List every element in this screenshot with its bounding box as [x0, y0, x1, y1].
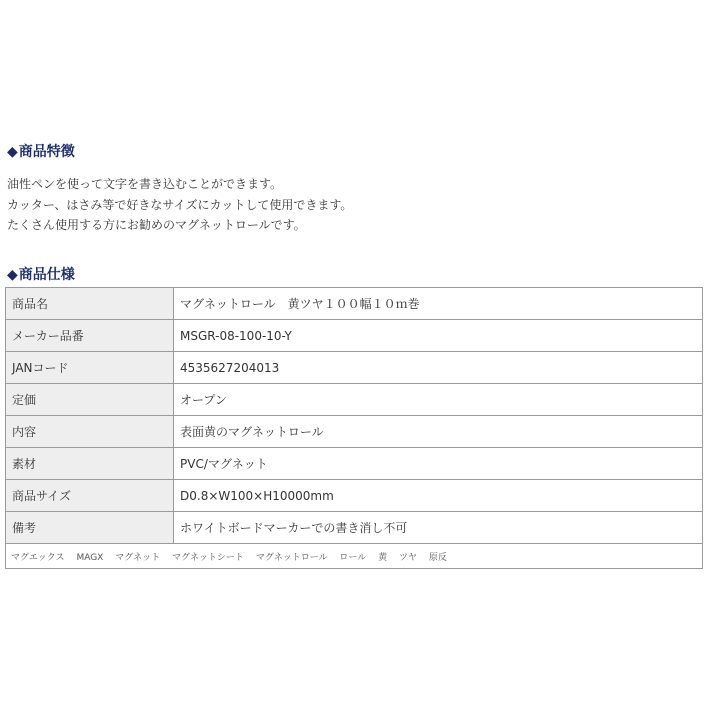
keyword: マグネットシート: [172, 552, 244, 563]
keywords-row: [6, 544, 703, 569]
table-row: [6, 512, 703, 544]
spec-label: 内容: [6, 416, 174, 448]
diamond-bullet-icon: ◆: [7, 144, 18, 160]
spec-label: 商品名: [6, 288, 174, 320]
feature-line: たくさん使用する方にお勧めのマグネットロールです。: [7, 218, 306, 232]
keywords-cell: [6, 544, 703, 569]
spec-label: メーカー品番: [6, 320, 174, 352]
feature-line: 油性ペンを使って文字を書き込むことができます。: [7, 177, 283, 191]
spec-value: MSGR-08-100-10-Y: [174, 320, 703, 352]
keyword: 黄: [378, 552, 388, 563]
table-row: [6, 384, 703, 416]
spec-value: 4535627204013: [174, 352, 703, 384]
keyword: ロール: [339, 552, 367, 563]
spec-value: マグネットロール 黄ツヤ１００幅１０ｍ巻: [174, 288, 703, 320]
specs-heading: [7, 264, 75, 284]
table-row: [6, 416, 703, 448]
diamond-bullet-icon: ◆: [7, 267, 18, 283]
keyword: ツヤ: [399, 552, 418, 563]
spec-label: 素材: [6, 448, 174, 480]
table-row: [6, 288, 703, 320]
spec-value: PVC/マグネット: [174, 448, 703, 480]
table-row: [6, 352, 703, 384]
keyword: MAGX: [76, 552, 104, 563]
keyword: マグエックス: [11, 552, 65, 563]
table-row: [6, 480, 703, 512]
spec-label: 備考: [6, 512, 174, 544]
features-description: [7, 174, 697, 236]
spec-label: 商品サイズ: [6, 480, 174, 512]
spec-label: 定価: [6, 384, 174, 416]
spec-value: オープン: [174, 384, 703, 416]
table-row: [6, 448, 703, 480]
feature-line: カッター、はさみ等で好きなサイズにカットして使用できます。: [7, 197, 353, 212]
spec-label: JANコード: [6, 352, 174, 384]
specs-heading-text: 商品仕様: [18, 267, 75, 283]
keyword: マグネットロール: [255, 552, 328, 563]
spec-table: [5, 287, 703, 569]
spec-value: 表面黄のマグネットロール: [174, 416, 703, 448]
keyword: 原反: [428, 552, 447, 563]
spec-value: ホワイトボードマーカーでの書き消し不可: [174, 512, 703, 544]
features-heading: [7, 141, 75, 161]
features-heading-text: 商品特徴: [18, 144, 75, 160]
keyword: マグネット: [115, 552, 161, 563]
table-row: [6, 320, 703, 352]
spec-value: D0.8×W100×H10000mm: [174, 480, 703, 512]
